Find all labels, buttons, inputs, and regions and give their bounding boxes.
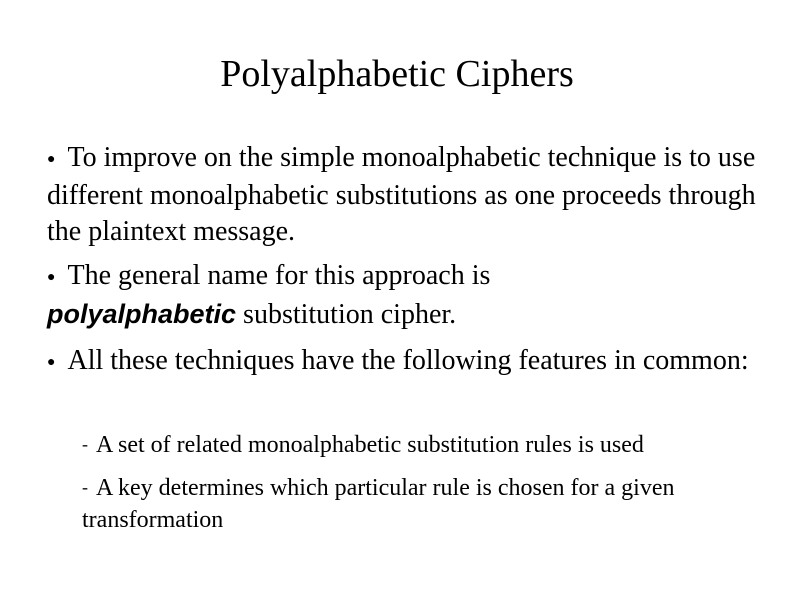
bullet-3 (47, 343, 767, 381)
bullet-3-text: All these techniques have the following features in common: (67, 345, 749, 376)
sub-bullet-2 (82, 471, 762, 536)
bullet-dot-icon: ● (47, 355, 56, 370)
bullet-dot-icon: ● (47, 270, 56, 285)
dash-icon: - (82, 477, 88, 497)
sub-bullet-2-text: A key determines which particular rule is chosen for a given transformation (82, 475, 675, 533)
bullet-2 (47, 258, 767, 333)
sub-bullet-1 (82, 428, 762, 461)
bullet-1-text: To improve on the simple monoalphabetic technique is to use different monoalphabetic substitutions as one proceeds through the plaintext message. (47, 142, 756, 247)
bullet-dot-icon: ● (47, 152, 56, 167)
slide-title: Polyalphabetic Ciphers (220, 53, 574, 95)
sub-bullet-1-text: A set of related monoalphabetic substitution rules is used (96, 432, 644, 458)
bullet-2-emphasis: polyalphabetic (47, 299, 237, 329)
bullet-2-text-before: The general name for this approach is (67, 260, 491, 291)
bullet-2-text-after: substitution cipher. (236, 299, 457, 330)
dash-icon: - (82, 434, 88, 454)
bullet-1 (47, 140, 767, 250)
